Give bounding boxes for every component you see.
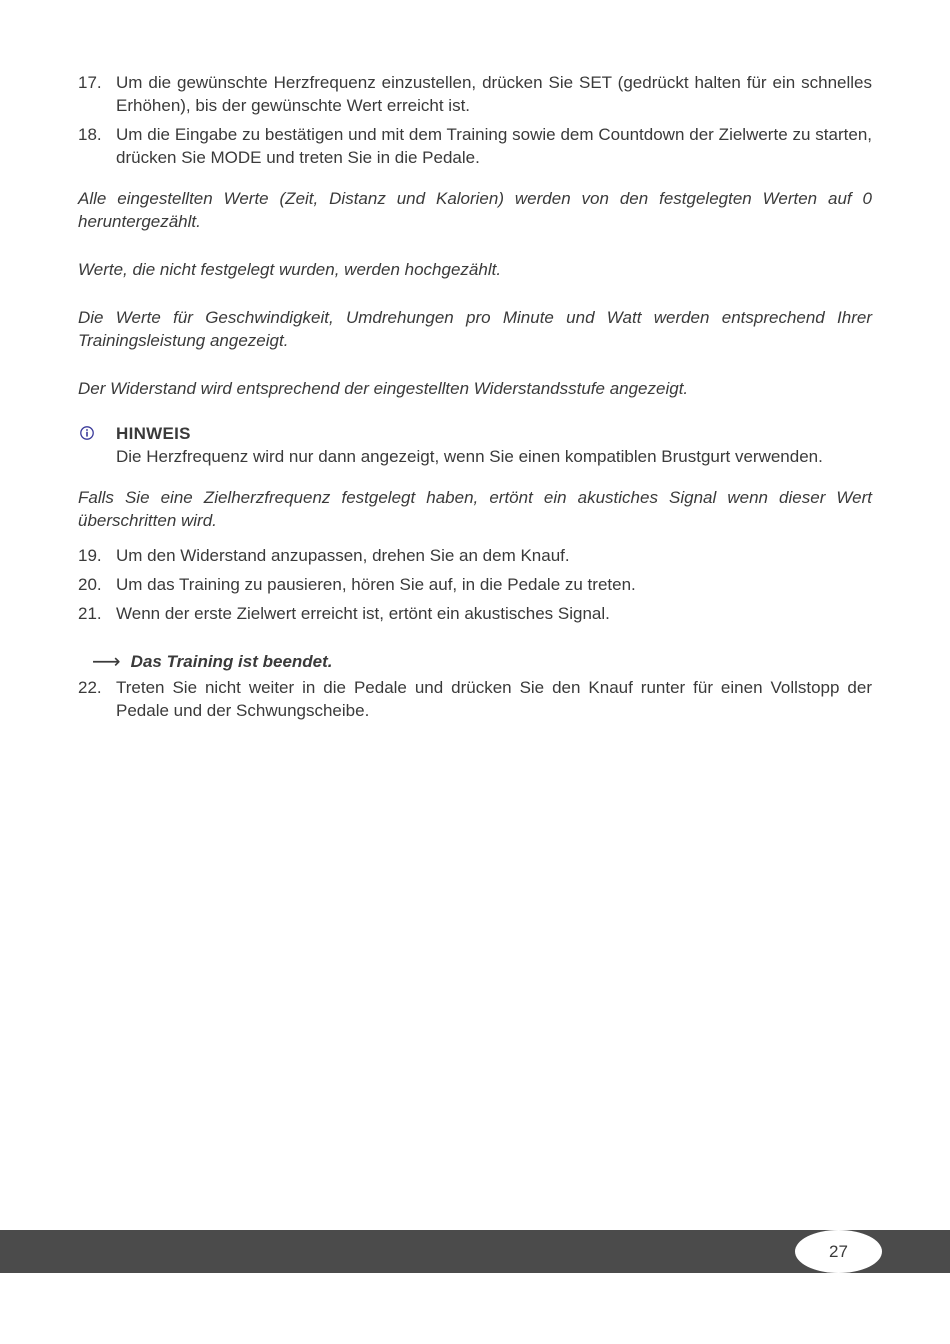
list-item-17 xyxy=(78,71,872,117)
step-text: Um das Training zu pausieren, hören Sie auf, in die Pedale zu treten. xyxy=(116,575,636,594)
list-item-19 xyxy=(78,544,872,567)
step-text: Wenn der erste Zielwert erreicht ist, ertönt ein akustisches Signal. xyxy=(116,604,610,623)
italic-note-speed: Die Werte für Geschwindigkeit, Umdrehungen pro Minute und Watt werden entsprechend Ihrer Trainingsleistung angezeigt. xyxy=(78,308,872,350)
step-text: Um den Widerstand anzupassen, drehen Sie an dem Knauf. xyxy=(116,546,570,565)
italic-note-countup: Werte, die nicht festgelegt wurden, werden hochgezählt. xyxy=(78,260,502,279)
info-icon xyxy=(80,426,94,440)
page-number: 27 xyxy=(795,1230,882,1273)
list-item-18 xyxy=(78,123,872,169)
step-text: Um die gewünschte Herzfrequenz einzustellen, drücken Sie SET (gedrückt halten für ein schnelles Erhöhen), bis der gewünschte Wert erreicht ist. xyxy=(116,73,872,115)
italic-note-heart-rate-signal: Falls Sie eine Zielherzfrequenz festgelegt haben, ertönt ein akustiches Signal wenn dieser Wert überschritten wird. xyxy=(78,488,872,530)
result-text: Das Training ist beendet. xyxy=(130,652,333,671)
step-number: 21. xyxy=(78,604,102,623)
italic-note-resistance: Der Widerstand wird entsprechend der eingestellten Widerstandsstufe angezeigt. xyxy=(78,379,689,398)
hinweis-title: HINWEIS xyxy=(116,424,191,443)
italic-note-countdown: Alle eingestellten Werte (Zeit, Distanz und Kalorien) werden von den festgelegten Werten auf 0 heruntergezählt. xyxy=(78,189,872,231)
arrow-right-icon: ⟶ xyxy=(92,651,121,673)
hinweis-text: Die Herzfrequenz wird nur dann angezeigt, wenn Sie einen kompatiblen Brustgurt verwenden. xyxy=(116,447,823,466)
step-number: 20. xyxy=(78,575,102,594)
step-number: 18. xyxy=(78,125,102,144)
step-text: Um die Eingabe zu bestätigen und mit dem Training sowie dem Countdown der Zielwerte zu starten, drücken Sie MODE und treten Sie in die Pedale. xyxy=(116,125,872,167)
step-number: 19. xyxy=(78,546,102,565)
step-number: 22. xyxy=(78,678,102,697)
list-item-20 xyxy=(78,573,872,596)
step-number: 17. xyxy=(78,73,102,92)
list-item-21 xyxy=(78,602,872,625)
step-text: Treten Sie nicht weiter in die Pedale und drücken Sie den Knauf runter für einen Vollstopp der Pedale und der Schwungscheibe. xyxy=(116,678,872,720)
list-item-22 xyxy=(78,676,872,722)
result-line xyxy=(92,650,333,674)
